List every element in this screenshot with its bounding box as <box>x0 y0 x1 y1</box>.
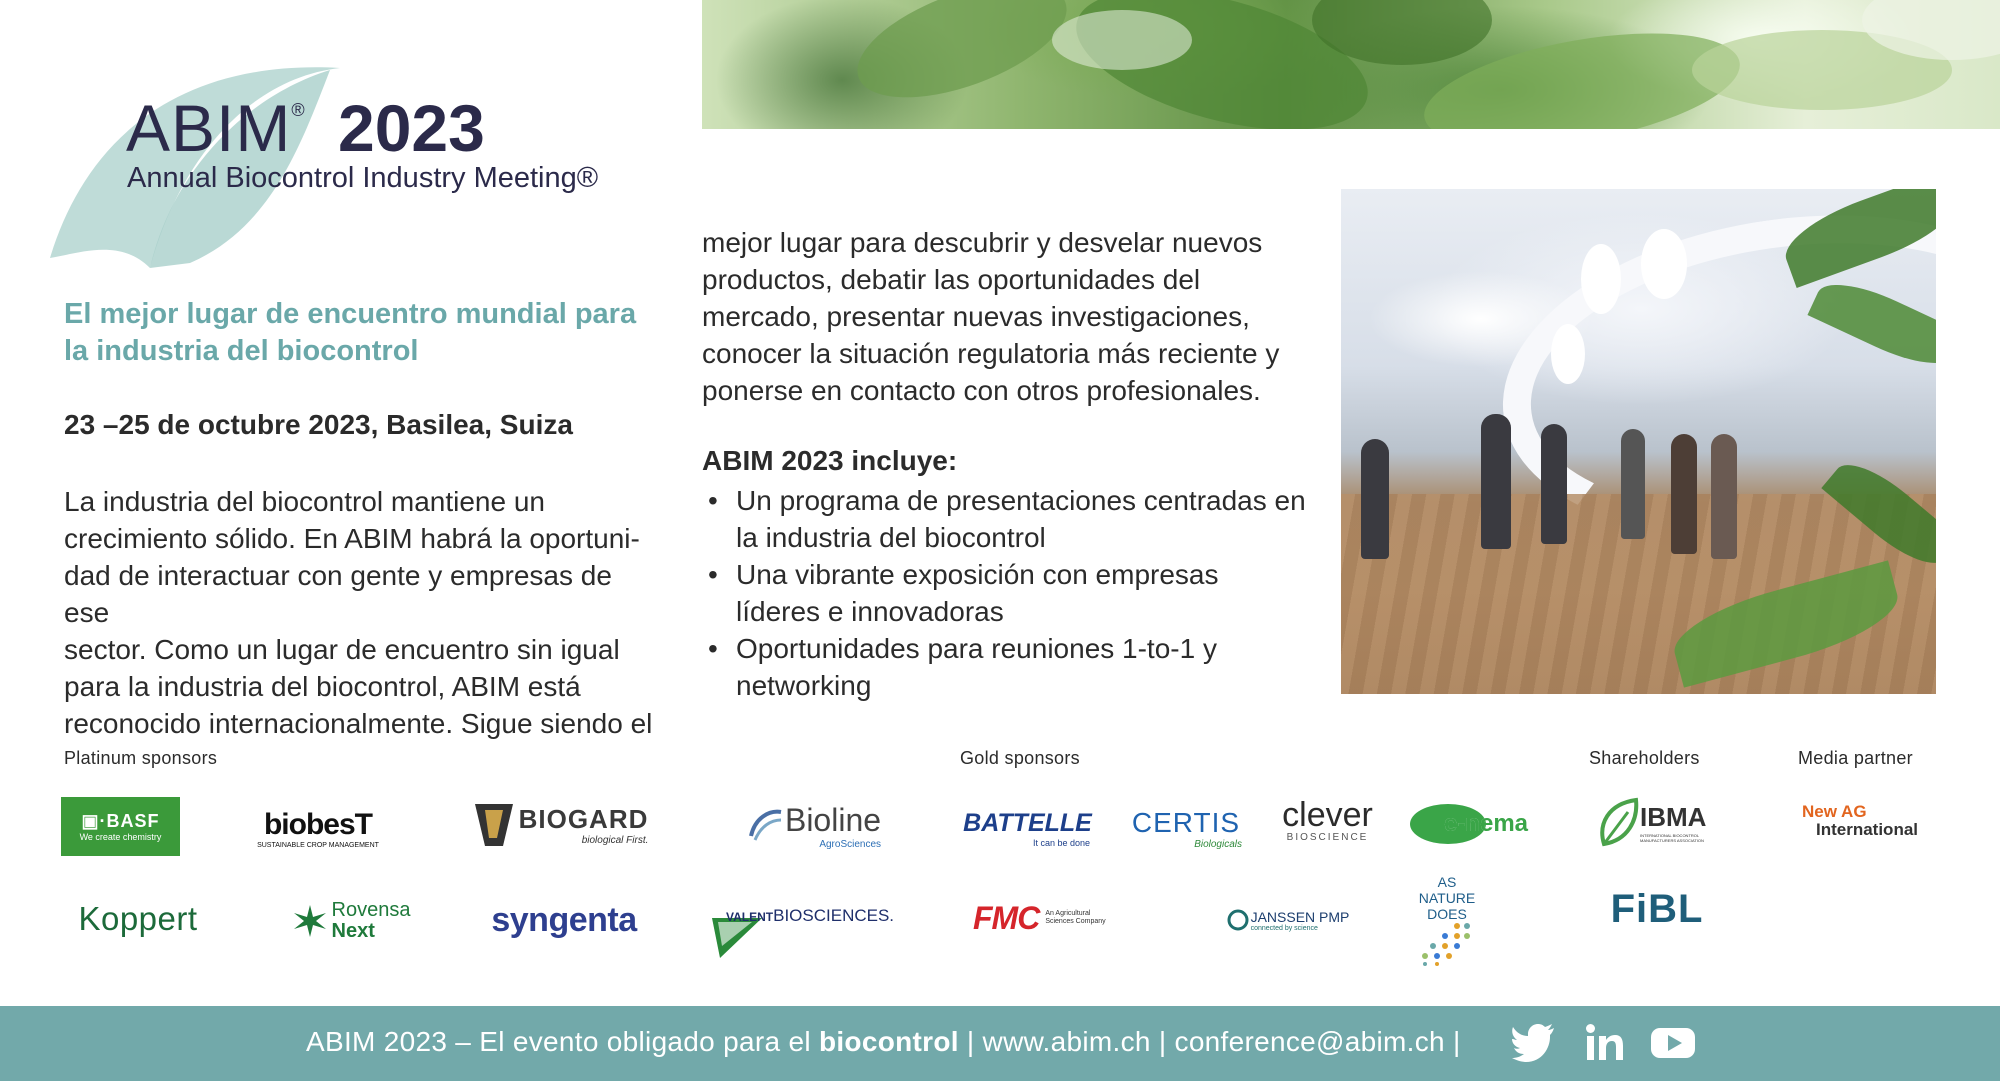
janssen-circle-icon <box>1227 909 1249 931</box>
clever-logo[interactable]: clever BIOSCIENCE <box>1282 795 1373 843</box>
footer-text: ABIM 2023 – El evento obligado para el biocontrol | www.abim.ch | conference@abim.ch | <box>306 1026 1461 1057</box>
logo-subtitle: Annual Biocontrol Industry Meeting® <box>127 162 599 194</box>
conference-hall-photo <box>1341 189 1936 694</box>
ibma-leaf-icon <box>1598 796 1640 848</box>
bioline-mark-icon <box>745 806 785 846</box>
intro-paragraph-col2: mejor lugar para descubrir y desvelar nuevos productos, debatir las oportunidades del mercado, presentar nuevas investigaciones, conocer la situación regulatoria más reciente y ponerse en contacto con otros profesionales. <box>702 227 1280 406</box>
platinum-sponsors-label: Platinum sponsors <box>64 748 218 768</box>
includes-title: ABIM 2023 incluye: <box>702 445 958 476</box>
logo-year: 2023 <box>338 91 485 165</box>
biogard-shield-icon <box>473 802 515 848</box>
as-nature-does-logo[interactable]: AS NATURE DOES <box>1412 874 1482 972</box>
shareholders-label: Shareholders <box>1589 748 1700 768</box>
event-date: 23 –25 de octubre 2023, Basilea, Suiza <box>64 409 573 440</box>
battelle-logo[interactable]: BATTELLE It can be done <box>963 808 1092 848</box>
dna-dots-icon <box>1417 922 1477 966</box>
janssen-pmp-logo[interactable]: JANSSEN PMP connected by science <box>1219 902 1357 938</box>
biogard-logo[interactable]: BIOGARD biological First. <box>458 800 663 850</box>
new-ag-international-logo[interactable]: New AG International <box>1802 802 1919 839</box>
syngenta-logo[interactable]: syngenta <box>491 900 637 939</box>
bioline-logo[interactable]: Bioline AgroSciences <box>733 797 893 855</box>
list-item: • Un programa de presentaciones centradas en la industria del biocontrol <box>708 485 1306 553</box>
includes-list <box>702 482 1322 704</box>
e-nema-logo[interactable]: e-nema <box>1410 802 1542 846</box>
linkedin-icon[interactable] <box>1583 1022 1627 1062</box>
youtube-icon[interactable] <box>1651 1022 1695 1062</box>
fibl-logo[interactable]: FiBL <box>1610 886 1704 931</box>
headline: El mejor lugar de encuentro mundial para la industria del biocontrol <box>64 298 637 367</box>
basf-logo[interactable]: ▣·BASF We create chemistry <box>61 797 180 856</box>
media-partner-label: Media partner <box>1798 748 1913 768</box>
logo-abim-text: ABIM® <box>126 91 306 165</box>
ibma-logo[interactable]: IBMA INTERNATIONAL BIOCONTROL MANUFACTURERS ASSOCIATION <box>1596 794 1720 850</box>
koppert-logo[interactable]: Koppert <box>78 900 198 937</box>
list-item: • Una vibrante exposición con empresas líderes e innovadoras <box>708 559 1219 627</box>
fmc-logo[interactable]: FMC An Agricultural Sciences Company <box>973 899 1106 936</box>
header-leaves-photo <box>702 0 2000 129</box>
gold-sponsors-label: Gold sponsors <box>960 748 1080 768</box>
certis-logo[interactable]: CERTIS Biologicals <box>1131 806 1242 850</box>
rovensa-star-icon <box>292 903 328 939</box>
list-item: • Oportunidades para reuniones 1-to-1 y networking <box>708 633 1217 701</box>
rovensa-next-logo[interactable]: Rovensa Next <box>284 898 418 944</box>
valent-biosciences-logo[interactable]: VALENTBIOSCIENCES. <box>712 898 904 954</box>
twitter-icon[interactable] <box>1512 1022 1556 1062</box>
biobest-logo[interactable]: biobesT SUSTAINABLE CROP MANAGEMENT <box>257 807 379 849</box>
intro-paragraph-col1: La industria del biocontrol mantiene un crecimiento sólido. En ABIM habrá la oportuni- dad de interactuar con gente y empresas de ese sector. Como un lugar de encuentro sin igual para la industria del biocontrol, ABIM está reconocido internacionalmente. Sigue siendo el <box>64 486 653 739</box>
